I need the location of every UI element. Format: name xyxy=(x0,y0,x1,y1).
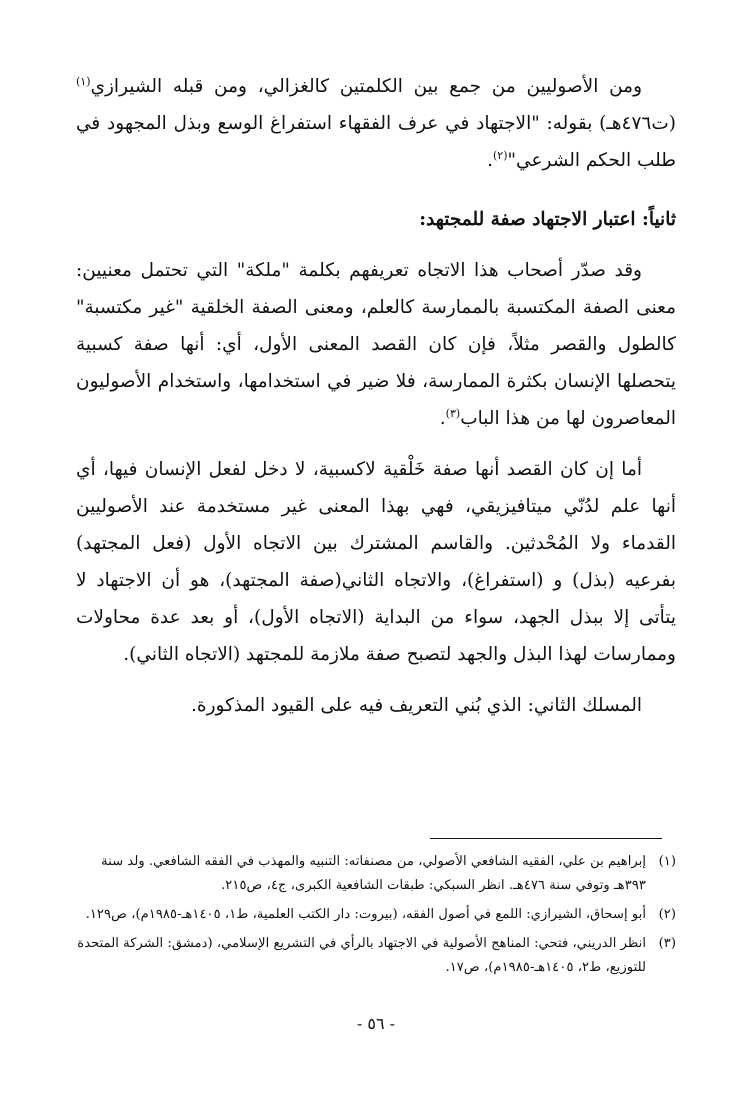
footnote-2-text: أبو إسحاق، الشيرازي: اللمع في أصول الفقه، (بيروت: دار الكتب العلمية، ط١، ١٤٠٥هـ-١٩٨٥م)، ص١٢٩. xyxy=(85,907,646,922)
footnote-ref-2: (٢) xyxy=(493,148,508,162)
footnotes xyxy=(74,850,676,985)
footnote-3-number: (٣) xyxy=(658,936,676,951)
paragraph-4-label: المسلك الثاني: xyxy=(527,695,642,716)
footnote-3-text: انظر الدريني، فتحي: المناهج الأصولية في الاجتهاد بالرأي في التشريع الإسلامي، (دمشق: الشركة المتحدة للتوزيع، ط٢، ١٤٠٥هـ-١٩٨٥م)، ص١٧. xyxy=(77,936,646,975)
paragraph-1: ومن الأصوليين من جمع بين الكلمتين كالغزالي، ومن قبله الشيرازي$^{(١)}$ (ت٤٧٦هـ) بقوله: "الاجتهاد في عرف الفقهاء استفراغ الوسع وبذل المجهود في طلب الحكم الشرعي"$^{(٢)}$. xyxy=(76,74,676,171)
paragraph-2: وقد صدّر أصحاب هذا الاتجاه تعريفهم بكلمة "ملكة" التي تحتمل معنيين: معنى الصفة المكتسبة بالممارسة كالعلم، ومعنى الصفة الخلقية "غير مكتسبة" كالطول والقصر مثلاً، فإن كان القصد المعنى الأول، أي: أنها صفة كسبية يتحصلها الإنسان بكثرة الممارسة، فلا ضير في استخدامها، واستخدام الأصوليون المعاصرون لها من هذا الباب$^{(٣)}$. xyxy=(76,260,676,429)
footnote-2-number: (٢) xyxy=(658,907,676,922)
paragraph-1-line-2: (ت٤٧٦هـ) بقوله: "الاجتهاد في عرف الفقهاء استفراغ الوسع وبذل المجهود في طلب الحكم الشرعي" xyxy=(76,113,676,171)
main-text xyxy=(76,68,676,724)
page-number: - ٥٦ - xyxy=(356,1014,396,1033)
footnote-1-number: (١) xyxy=(658,854,676,869)
paragraph-4 xyxy=(76,687,676,724)
footnote-divider xyxy=(430,838,662,839)
footnote-2 xyxy=(74,903,676,927)
section-heading: ثانياً: اعتبار الاجتهاد صفة للمجتهد: xyxy=(419,209,676,230)
paragraph-3: أما إن كان القصد أنها صفة خَلْقية لاكسبية، لا دخل لفعل الإنسان فيها، أي أنها علم لدُنّي ميتافيزيقي، فهي بهذا المعنى غير مستخدمة عند الأصوليين القدماء ولا المُحْدثين. والقاسم المشترك بين الاتجاه الأول (فعل المجتهد) بفرعيه (بذل) و (استفراغ)، والاتجاه الثاني(صفة المجتهد)، هو أن الاجتهاد لا يتأتى إلا ببذل الجهد، سواء من البداية (الاتجاه الأول)، أو بعد عدة محاولات وممارسات لهذا البذل والجهد لتصبح صفة ملازمة للمجتهد (الاتجاه الثاني). xyxy=(76,459,676,665)
footnote-3 xyxy=(74,932,676,980)
footnote-1-text: إبراهيم بن علي، الفقيه الشافعي الأصولي، من مصنفاته: التنبيه والمهذب في الفقه الشافعي. ولد سنة ٣٩٣هـ وتوفي سنة ٤٧٦هـ. انظر السبكي: طبقات الشافعية الكبرى، ج٤، ص٢١٥. xyxy=(101,854,646,893)
footnote-1 xyxy=(74,850,676,898)
paragraph-4-text: الذي بُني التعريف فيه على القيود المذكورة. xyxy=(191,695,522,716)
footnote-ref-3: (٣) xyxy=(445,406,461,420)
paragraph-1-line-1: ومن الأصوليين من جمع بين الكلمتين كالغزالي، ومن قبله الشيرازي xyxy=(90,76,642,97)
paragraph-2-text: وقد صدّر أصحاب هذا الاتجاه تعريفهم بكلمة "ملكة" التي تحتمل معنيين: معنى الصفة المكتسبة بالممارسة كالعلم، ومعنى الصفة الخلقية "غير مكتسبة" كالطول والقصر مثلاً، فإن كان القصد المعنى الأول، أي: أنها صفة كسبية يتحصلها الإنسان بكثرة الممارسة، فلا ضير في استخدامها، واستخدام الأصوليون المعاصرون لها من هذا الباب xyxy=(76,260,676,429)
footnote-ref-1: (١) xyxy=(76,74,91,88)
